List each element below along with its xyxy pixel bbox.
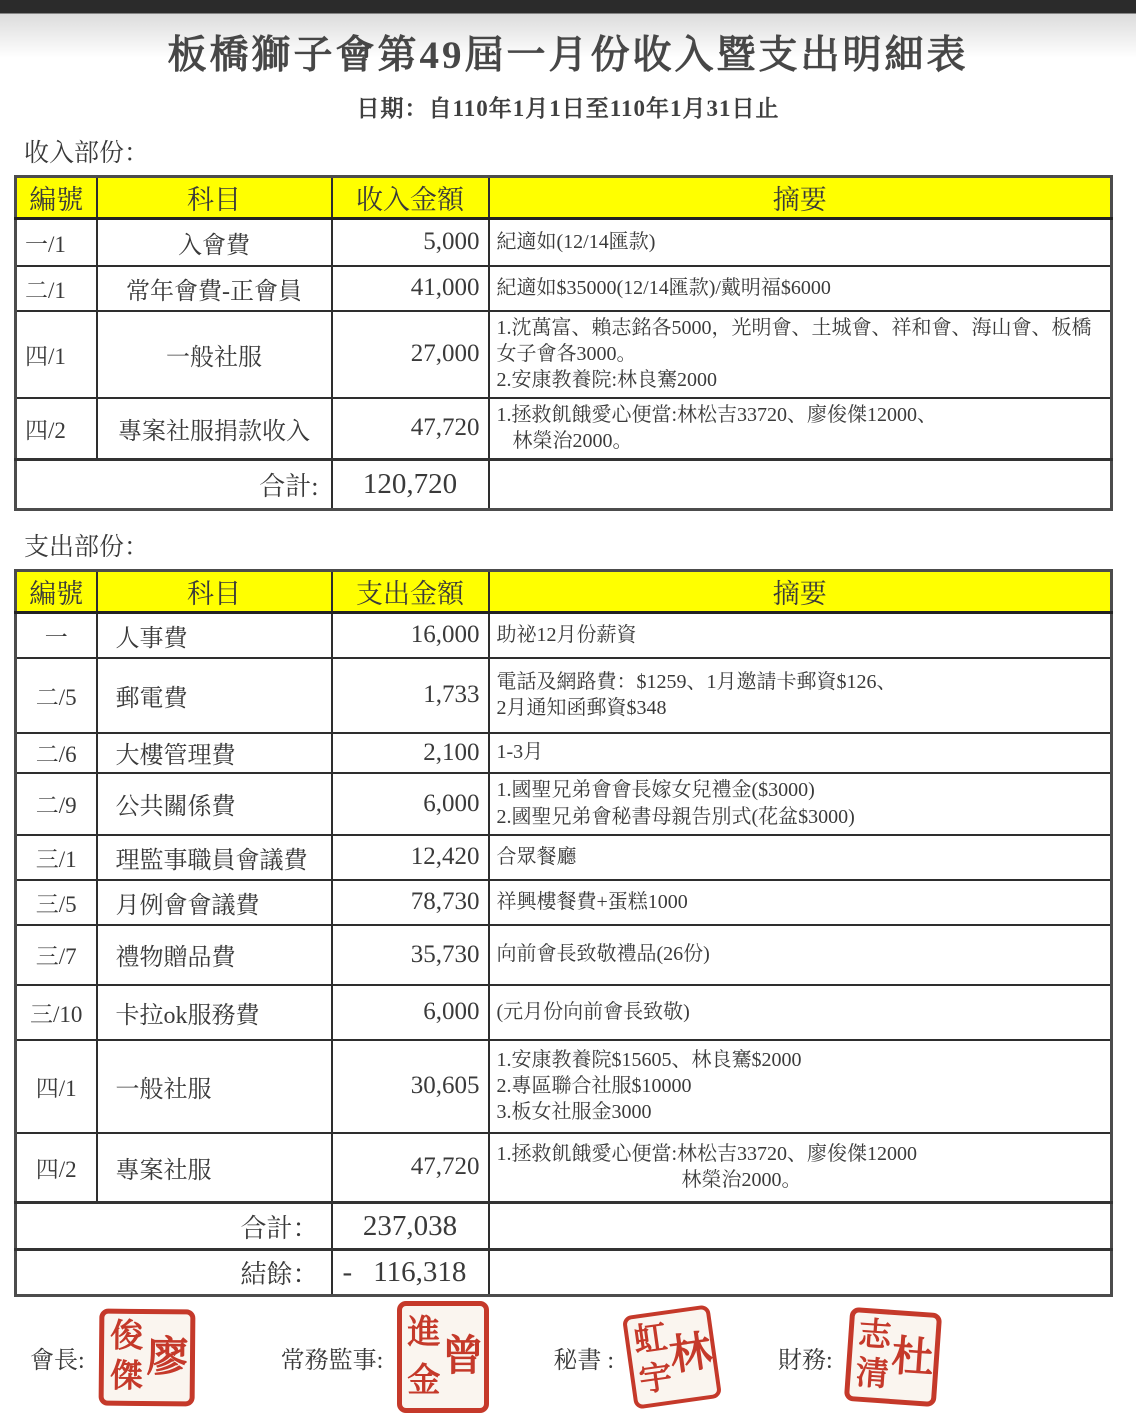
- table-row: [16, 613, 1112, 658]
- income-table: [14, 175, 1113, 511]
- seal-surname: 杜: [889, 1334, 935, 1383]
- summary-cell: [489, 1040, 1112, 1133]
- subject-cell: 專案社服捐款收入: [97, 398, 332, 460]
- col-header-summary: 摘要: [489, 177, 1112, 219]
- seal-char: 清: [854, 1355, 890, 1394]
- amount-cell: 12,420: [332, 835, 489, 880]
- income-section-label: 收入部份：: [24, 140, 150, 167]
- scanned-financial-statement: [0, 24, 1136, 1426]
- subject-cell: 一般社服: [97, 311, 332, 398]
- summary-cell: [489, 985, 1112, 1040]
- signature-secretary: [553, 1310, 716, 1404]
- total-label: 合計:: [16, 460, 332, 510]
- summary-line: 林榮治2000。: [512, 430, 633, 453]
- signature-row: [30, 1301, 1136, 1413]
- summary-line: 1.安康教養院$15605、林良騫$2000: [496, 1048, 802, 1071]
- summary-line: 1.國聖兄弟會會長嫁女兒禮金($3000): [496, 779, 815, 802]
- summary-line: 紀適如$35000(12/14匯款)/戴明福$6000: [496, 276, 831, 299]
- summary-cell: [489, 880, 1112, 925]
- subject-cell: 常年會費-正會員: [97, 266, 332, 311]
- supervisor-label: 常務監事:: [280, 1347, 384, 1374]
- summary-line: 助祕12月份薪資: [496, 624, 637, 647]
- seal-char: 俊: [109, 1318, 144, 1355]
- summary-line: 2月通知函郵資$348: [496, 697, 667, 720]
- expense-header-row: [16, 571, 1112, 613]
- subject-cell: 一般社服: [97, 1040, 332, 1133]
- president-label: 會長:: [30, 1347, 85, 1374]
- row-id-cell: 四/2: [16, 398, 97, 460]
- amount-cell: 47,720: [332, 1133, 489, 1203]
- summary-line: 祥興樓餐費+蛋糕1000: [496, 890, 688, 913]
- seal-given-name: [105, 1316, 147, 1397]
- seal-char: 金: [407, 1362, 441, 1399]
- col-header-subject: 科目: [97, 177, 332, 219]
- col-header-amount: 收入金額: [332, 177, 489, 219]
- row-id-cell: 二/1: [16, 266, 97, 311]
- subject-cell: 郵電費: [97, 658, 332, 733]
- seal-surname: 曾: [441, 1334, 484, 1381]
- table-row: [16, 219, 1112, 266]
- summary-line: (元月份向前會長致敬): [496, 1000, 690, 1023]
- seal-char: 志: [856, 1316, 893, 1355]
- subject-cell: 公共關係費: [97, 773, 332, 835]
- table-row: [16, 733, 1112, 773]
- table-row: [16, 880, 1112, 925]
- summary-line: 1.拯救飢餓愛心便當:林松吉33720、廖俊傑12000: [496, 1143, 918, 1166]
- subject-cell: 卡拉ok服務費: [97, 985, 332, 1040]
- row-id-cell: 二/9: [16, 773, 97, 835]
- amount-cell: 2,100: [332, 733, 489, 773]
- treasurer-label: 財務:: [778, 1347, 833, 1374]
- row-id-cell: 一: [16, 613, 97, 658]
- summary-cell: [489, 1250, 1112, 1296]
- row-id-cell: 四/1: [16, 1040, 97, 1133]
- amount-cell: 78,730: [332, 880, 489, 925]
- seal-char: 傑: [109, 1358, 143, 1395]
- summary-cell: [489, 398, 1112, 460]
- expense-total-row: [16, 1203, 1112, 1250]
- supervisor-seal-stamp: [397, 1301, 489, 1413]
- balance-row: [16, 1250, 1112, 1296]
- amount-cell: 30,605: [332, 1040, 489, 1133]
- summary-line: 1.拯救飢餓愛心便當:林松吉33720、廖俊傑12000、: [496, 404, 938, 427]
- summary-cell: [489, 658, 1112, 733]
- summary-cell: [489, 1133, 1112, 1203]
- seal-surname: 林: [666, 1328, 715, 1381]
- summary-cell: [489, 733, 1112, 773]
- summary-cell: [489, 219, 1112, 266]
- table-row: [16, 658, 1112, 733]
- seal-char: 進: [407, 1314, 441, 1351]
- income-total-row: [16, 460, 1112, 510]
- summary-line: 紀適如(12/14匯款): [496, 231, 656, 254]
- table-row: [16, 311, 1112, 398]
- table-row: [16, 985, 1112, 1040]
- date-range: 日期：自110年1月1日至110年1月31日止: [356, 96, 780, 121]
- row-id-cell: 二/6: [16, 733, 97, 773]
- amount-cell: 6,000: [332, 985, 489, 1040]
- total-amount: 120,720: [332, 460, 489, 510]
- subject-cell: 月例會會議費: [97, 880, 332, 925]
- expense-table: [14, 569, 1113, 1297]
- summary-line: 電話及網路費：$1259、1月邀請卡郵資$126、: [496, 670, 897, 693]
- amount-cell: 27,000: [332, 311, 489, 398]
- col-header-summary: 摘要: [489, 571, 1112, 613]
- summary-line: 3.板女社服金3000: [496, 1101, 652, 1124]
- summary-cell: [489, 1203, 1112, 1250]
- summary-line: 2.安康教養院:林良騫2000: [496, 369, 718, 392]
- secretary-label: 秘書 :: [553, 1347, 615, 1374]
- table-row: [16, 925, 1112, 985]
- row-id-cell: 二/5: [16, 658, 97, 733]
- col-header-id: 編號: [16, 571, 97, 613]
- table-row: [16, 1133, 1112, 1203]
- seal-given-name: [404, 1309, 443, 1405]
- summary-line: 2.國聖兄弟會秘書母親告別式(花盆$3000): [496, 805, 855, 828]
- seal-given-name: [851, 1316, 895, 1397]
- amount-cell: 1,733: [332, 658, 489, 733]
- table-row: [16, 398, 1112, 460]
- president-seal-stamp: [98, 1308, 195, 1406]
- amount-cell: 35,730: [332, 925, 489, 985]
- summary-line: 2.專區聯合社服$10000: [496, 1074, 692, 1097]
- secretary-seal-stamp: [622, 1305, 722, 1410]
- expense-section-label: 支出部份：: [24, 534, 150, 562]
- amount-cell: 6,000: [332, 773, 489, 835]
- treasurer-seal-stamp: [844, 1307, 942, 1407]
- summary-line: 向前會長致敬禮品(26份): [496, 943, 710, 966]
- balance-amount: 116,318: [373, 1256, 467, 1289]
- subject-cell: 專案社服: [97, 1133, 332, 1203]
- total-label: 合計：: [16, 1203, 332, 1250]
- summary-line: 1-3月: [496, 741, 544, 764]
- table-row: [16, 1040, 1112, 1133]
- subject-cell: 理監事職員會議費: [97, 835, 332, 880]
- col-header-subject: 科目: [97, 571, 332, 613]
- summary-cell: [489, 835, 1112, 880]
- table-row: [16, 835, 1112, 880]
- income-header-row: [16, 177, 1112, 219]
- amount-cell: 5,000: [332, 219, 489, 266]
- table-row: [16, 266, 1112, 311]
- row-id-cell: 三/7: [16, 925, 97, 985]
- summary-cell: [489, 773, 1112, 835]
- summary-cell: [489, 925, 1112, 985]
- signature-president: [30, 1309, 195, 1406]
- minus-sign: -: [342, 1256, 353, 1289]
- balance-amount-cell: [332, 1250, 489, 1296]
- subject-cell: 人事費: [97, 613, 332, 658]
- summary-cell: [489, 311, 1112, 398]
- summary-cell: [489, 266, 1112, 311]
- seal-surname: 廖: [145, 1334, 189, 1381]
- summary-line: 1.沈萬富、賴志銘各5000，光明會、土城會、祥和會、海山會、板橋女子會各3000。: [496, 316, 1092, 365]
- row-id-cell: 三/5: [16, 880, 97, 925]
- subject-cell: 大樓管理費: [97, 733, 332, 773]
- row-id-cell: 三/10: [16, 985, 97, 1040]
- subject-cell: 入會費: [97, 219, 332, 266]
- amount-cell: 41,000: [332, 266, 489, 311]
- seal-char: 虹: [631, 1319, 670, 1360]
- total-amount: 237,038: [332, 1203, 489, 1250]
- summary-line: 合眾餐廳: [496, 845, 577, 868]
- row-id-cell: 三/1: [16, 835, 97, 880]
- signature-supervisor: [281, 1301, 490, 1413]
- seal-char: 宇: [637, 1359, 675, 1400]
- summary-cell: [489, 460, 1112, 510]
- col-header-id: 編號: [16, 177, 97, 219]
- amount-cell: 16,000: [332, 613, 489, 658]
- row-id-cell: 一/1: [16, 219, 97, 266]
- row-id-cell: 四/2: [16, 1133, 97, 1203]
- table-row: [16, 773, 1112, 835]
- page-title: 板橋獅子會第49屆一月份收入暨支出明細表: [167, 34, 969, 77]
- amount-cell: 47,720: [332, 398, 489, 460]
- signature-treasurer: [778, 1310, 939, 1404]
- subject-cell: 禮物贈品費: [97, 925, 332, 985]
- summary-line: 林榮治2000。: [681, 1169, 802, 1192]
- summary-cell: [489, 613, 1112, 658]
- row-id-cell: 四/1: [16, 311, 97, 398]
- balance-label: 結餘：: [16, 1250, 332, 1296]
- col-header-amount: 支出金額: [332, 571, 489, 613]
